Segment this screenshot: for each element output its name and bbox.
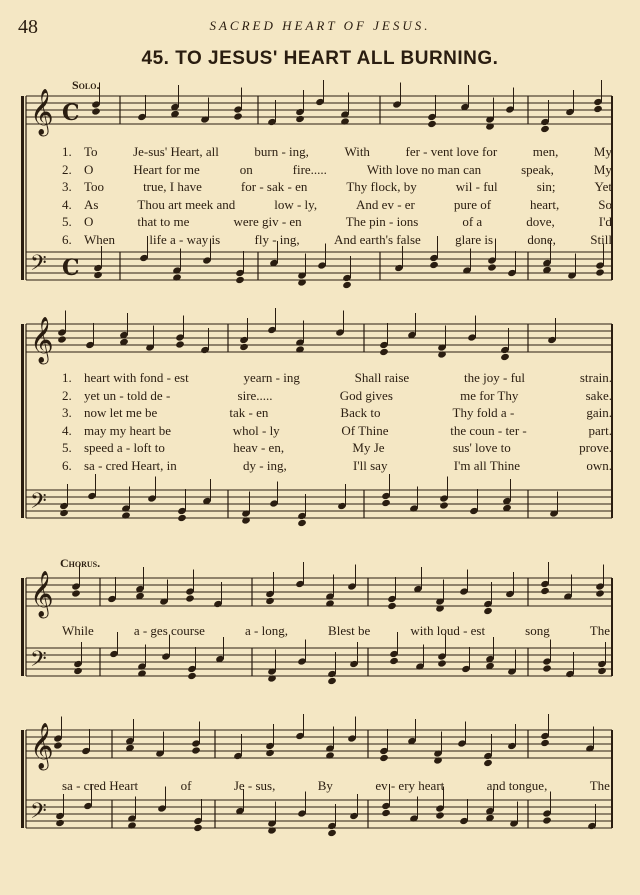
lyric-syllable: the joy - ful bbox=[464, 370, 526, 385]
lyric-syllable: yet un - told de - bbox=[84, 387, 171, 403]
note-head bbox=[265, 749, 275, 757]
lyric-syllable: whol - ly bbox=[232, 422, 280, 438]
note-head bbox=[435, 811, 445, 819]
verse-number: 6. bbox=[62, 458, 72, 473]
lyric-syllable: Yet bbox=[594, 179, 612, 195]
lyric-syllable: While bbox=[62, 623, 94, 638]
note-head bbox=[239, 343, 249, 351]
verse-text bbox=[84, 423, 612, 439]
lyric-syllable: With bbox=[344, 144, 370, 159]
lyric-syllable: gain. bbox=[586, 405, 612, 421]
lyric-syllable: My bbox=[593, 144, 612, 159]
lyric-syllable: fire..... bbox=[292, 161, 327, 177]
verse-number: 1. bbox=[62, 370, 72, 385]
lyric-syllable: me for Thy bbox=[460, 387, 519, 403]
lyric-syllable: O bbox=[84, 161, 94, 177]
system-bracket bbox=[21, 578, 24, 676]
verse-number: 5. bbox=[62, 214, 72, 230]
running-title: SACRED HEART OF JESUS. bbox=[209, 18, 431, 33]
verse-number: 5. bbox=[62, 440, 72, 456]
verse-text bbox=[84, 458, 612, 474]
note-head bbox=[597, 667, 607, 675]
lyric-syllable: dy - ing, bbox=[243, 458, 287, 473]
verse-text bbox=[84, 232, 612, 248]
note-head bbox=[175, 340, 185, 348]
lyric-syllable: men, bbox=[532, 144, 559, 159]
treble-clef-icon: 𝄞 bbox=[30, 89, 54, 135]
lyric-syllable: wil - ful bbox=[455, 179, 498, 195]
lyric-syllable: heav - en, bbox=[233, 440, 285, 456]
note-head bbox=[540, 125, 550, 133]
note-head bbox=[483, 607, 493, 615]
chorus-lyrics-line-1 bbox=[62, 623, 610, 639]
note-head bbox=[55, 819, 65, 827]
verse-line bbox=[62, 214, 612, 230]
note-head bbox=[53, 741, 63, 749]
note-head bbox=[540, 587, 550, 595]
note-head bbox=[297, 519, 307, 527]
verse-line bbox=[62, 388, 612, 404]
verse-number: 4. bbox=[62, 196, 72, 212]
lyric-syllable: own. bbox=[586, 458, 612, 473]
chorus-label: Chorus. bbox=[60, 556, 101, 570]
lyric-syllable: Thou art meek and bbox=[137, 196, 236, 212]
lyric-syllable: were giv - en bbox=[233, 214, 302, 230]
lyric-syllable: And earth's false bbox=[333, 232, 421, 247]
bass-clef-icon: 𝄢 bbox=[30, 647, 47, 677]
note-head bbox=[233, 112, 243, 120]
lyric-syllable: glare is bbox=[455, 232, 494, 247]
lyric-syllable: life a - way is bbox=[149, 232, 221, 247]
lyric-syllable: As bbox=[84, 196, 99, 212]
note-head bbox=[187, 672, 197, 680]
verse-number: 3. bbox=[62, 405, 72, 421]
note-head bbox=[595, 268, 605, 276]
lyric-syllable: The bbox=[589, 778, 610, 793]
verse-text bbox=[84, 214, 612, 230]
lyric-syllable: low - ly, bbox=[274, 196, 318, 212]
lyric-syllable: now let me be bbox=[84, 405, 158, 421]
lyric-syllable: Of Thine bbox=[341, 422, 389, 438]
note-head bbox=[295, 115, 305, 123]
lyric-syllable: that to me bbox=[137, 214, 190, 230]
note-head bbox=[71, 589, 81, 597]
lyric-syllable: of a bbox=[462, 214, 483, 230]
verse-text bbox=[84, 440, 612, 456]
note-head bbox=[542, 816, 552, 824]
lyric-syllable: and tongue, bbox=[486, 778, 548, 793]
lyric-syllable: done, bbox=[527, 232, 556, 247]
lyric-syllable: prove. bbox=[579, 440, 612, 456]
lyric-syllable: for - sak - en bbox=[240, 179, 308, 195]
lyric-syllable: To bbox=[84, 144, 98, 159]
lyric-syllable: the coun - ter - bbox=[450, 422, 527, 438]
note-head bbox=[327, 829, 337, 837]
lyric-syllable: ev - ery heart bbox=[375, 778, 445, 793]
lyric-syllable: The pin - ions bbox=[345, 214, 419, 230]
note-head bbox=[540, 739, 550, 747]
verse-line bbox=[62, 405, 612, 421]
note-head bbox=[265, 597, 275, 605]
lyric-syllable: Heart for me bbox=[133, 161, 200, 177]
verse-text bbox=[84, 162, 612, 178]
lyric-syllable: may my heart be bbox=[84, 422, 171, 438]
lyric-syllable: My Je bbox=[352, 440, 385, 456]
note-head bbox=[427, 120, 437, 128]
lyric-syllable: sus' love to bbox=[452, 440, 511, 456]
note-head bbox=[439, 501, 449, 509]
verse-text bbox=[84, 405, 612, 421]
verse-line bbox=[62, 197, 612, 213]
verse-number: 1. bbox=[62, 144, 72, 159]
lyric-syllable: I'm all Thine bbox=[453, 458, 521, 473]
lyric-syllable: speak, bbox=[521, 161, 554, 177]
lyric-syllable: With love no man can bbox=[366, 161, 482, 177]
hymn-title: 45. TO JESUS' HEART ALL BURNING. bbox=[141, 48, 499, 69]
verse-number: 6. bbox=[62, 232, 72, 247]
lyric-syllable: on bbox=[239, 161, 253, 177]
lyric-syllable: I'd bbox=[598, 214, 612, 230]
verse-line bbox=[62, 440, 612, 456]
lyric-syllable: And ev - er bbox=[356, 196, 415, 212]
lyric-syllable: sin; bbox=[536, 179, 556, 195]
note-head bbox=[73, 667, 83, 675]
lyric-syllable: God gives bbox=[339, 387, 393, 403]
lyric-syllable: Thy flock, by bbox=[346, 179, 417, 195]
bass-clef-icon: 𝄢 bbox=[30, 489, 47, 519]
system-bracket bbox=[21, 324, 24, 518]
lyric-syllable: So bbox=[598, 196, 612, 212]
lyric-syllable: The bbox=[589, 623, 610, 638]
lyric-syllable: dove, bbox=[526, 214, 555, 230]
lyric-syllable: Je-sus' Heart, all bbox=[133, 144, 219, 159]
lyric-syllable: sake. bbox=[585, 387, 612, 403]
solo-label: Solo. bbox=[72, 78, 100, 92]
bass-clef-icon: 𝄢 bbox=[30, 799, 47, 829]
page-number: 48 bbox=[18, 16, 38, 38]
verse-number: 3. bbox=[62, 179, 72, 195]
note-head bbox=[193, 824, 203, 832]
lyric-syllable: burn - ing, bbox=[254, 144, 309, 159]
lyric-syllable: sa - cred Heart, in bbox=[84, 458, 177, 473]
time-signature-treble: C bbox=[62, 100, 80, 126]
lyric-syllable: heart with fond - est bbox=[84, 370, 189, 385]
lyric-syllable: strain. bbox=[579, 370, 612, 385]
note-head bbox=[500, 353, 510, 361]
note-head bbox=[387, 602, 397, 610]
treble-clef-icon: 𝄞 bbox=[30, 723, 54, 769]
lyric-syllable: Blest be bbox=[328, 623, 371, 638]
lyric-syllable: fly - ing, bbox=[254, 232, 300, 247]
note-head bbox=[57, 335, 67, 343]
lyric-syllable: sire..... bbox=[237, 387, 273, 403]
verse-text bbox=[84, 197, 612, 213]
note-head bbox=[177, 514, 187, 522]
lyric-syllable: song bbox=[525, 623, 550, 638]
lyric-syllable: fer - vent love for bbox=[405, 144, 498, 159]
lyric-syllable: sa - cred Heart bbox=[62, 778, 139, 793]
note-head bbox=[595, 589, 605, 597]
note-head bbox=[235, 276, 245, 284]
lyric-syllable: O bbox=[84, 214, 94, 230]
note-head bbox=[437, 659, 447, 667]
lyric-syllable: with loud - est bbox=[410, 623, 486, 638]
note-head bbox=[381, 499, 391, 507]
note-head bbox=[93, 271, 103, 279]
lyric-syllable: tak - en bbox=[229, 405, 269, 421]
verse-number: 4. bbox=[62, 422, 72, 438]
lyric-syllable: yearn - ing bbox=[243, 370, 300, 385]
lyric-syllable: Back to bbox=[340, 405, 381, 421]
verse-line bbox=[62, 162, 612, 178]
lyric-syllable: Je - sus, bbox=[233, 778, 276, 793]
verse-number: 2. bbox=[62, 387, 72, 403]
note-head bbox=[483, 759, 493, 767]
bass-clef-icon: 𝄢 bbox=[30, 251, 47, 281]
lyric-syllable: speed a - loft to bbox=[84, 440, 165, 456]
treble-clef-icon: 𝄞 bbox=[30, 317, 54, 363]
verse-text bbox=[84, 370, 612, 386]
lyric-syllable: heart, bbox=[530, 196, 560, 212]
system-bracket bbox=[21, 96, 24, 280]
lyric-syllable: When bbox=[84, 232, 116, 247]
lyric-syllable: By bbox=[317, 778, 333, 793]
lyric-syllable: Shall raise bbox=[354, 370, 410, 385]
note-head bbox=[429, 261, 439, 269]
note-head bbox=[191, 746, 201, 754]
note-head bbox=[379, 348, 389, 356]
note-head bbox=[389, 657, 399, 665]
lyric-syllable: Still bbox=[590, 232, 612, 247]
lyric-syllable: true, I have bbox=[143, 179, 202, 195]
note-head bbox=[59, 509, 69, 517]
note-head bbox=[593, 105, 603, 113]
lyric-syllable: Thy fold a - bbox=[452, 405, 515, 421]
verse-number: 2. bbox=[62, 161, 72, 177]
lyric-syllable: of bbox=[180, 778, 192, 793]
verse-line bbox=[62, 370, 612, 386]
verse-line bbox=[62, 423, 612, 439]
verse-text bbox=[84, 144, 612, 160]
lyric-syllable: Too bbox=[84, 179, 105, 195]
note-head bbox=[379, 754, 389, 762]
note-head bbox=[91, 107, 101, 115]
note-head bbox=[487, 263, 497, 271]
verse-line bbox=[62, 144, 612, 160]
lyric-syllable: pure of bbox=[453, 196, 492, 212]
lyric-syllable: a - long, bbox=[245, 623, 288, 638]
lyric-syllable: My bbox=[593, 161, 612, 177]
system-bracket bbox=[21, 730, 24, 828]
note-head bbox=[542, 664, 552, 672]
note-head bbox=[185, 594, 195, 602]
verse-text bbox=[84, 388, 612, 404]
time-signature-bass: C bbox=[62, 255, 80, 281]
treble-clef-icon: 𝄞 bbox=[30, 571, 54, 617]
lyric-syllable: a - ges course bbox=[133, 623, 205, 638]
note-head bbox=[381, 809, 391, 817]
chorus-lyrics-line-2 bbox=[62, 778, 610, 794]
verse-line bbox=[62, 232, 612, 248]
verse-text bbox=[84, 179, 612, 195]
lyric-syllable: I'll say bbox=[352, 458, 388, 473]
note-head bbox=[342, 281, 352, 289]
note-head bbox=[327, 677, 337, 685]
verse-line bbox=[62, 458, 612, 474]
verse-line bbox=[62, 179, 612, 195]
lyric-syllable: part. bbox=[588, 422, 612, 438]
